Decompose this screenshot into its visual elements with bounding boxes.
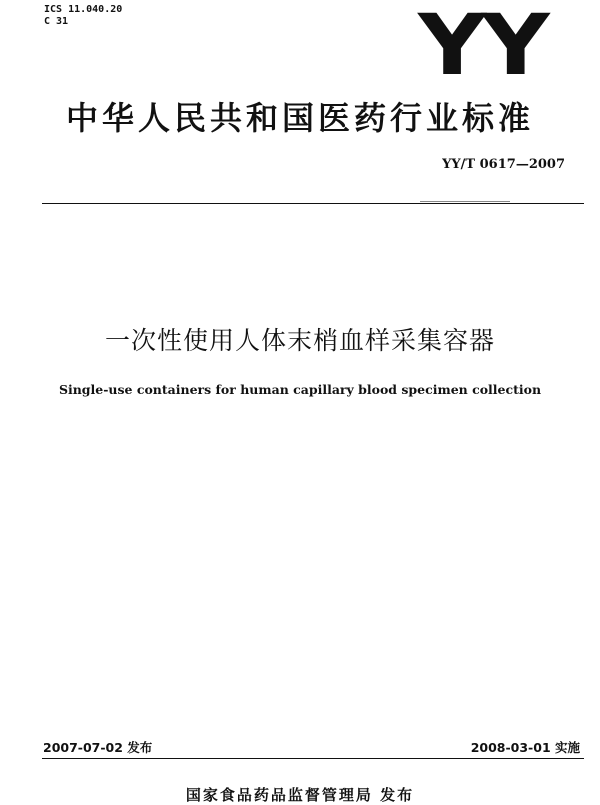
footer-divider: [42, 758, 584, 759]
standard-number: YY/T 0617—2007: [442, 157, 565, 172]
header-divider-accent: [420, 201, 510, 202]
document-title-chinese: 一次性使用人体末梢血样采集容器: [104, 326, 495, 355]
category-code: C 31: [44, 16, 69, 27]
standard-mark: YY: [418, 0, 546, 94]
document-title-english: Single-use containers for human capillary blood specimen collection: [58, 382, 542, 397]
organization-title: 中华人民共和国医药行业标准: [65, 99, 534, 137]
ics-code: ICS 11.040.20: [44, 4, 123, 15]
publish-date: 2007-07-02 发布: [43, 740, 153, 755]
implement-date: 2008-03-01 实施: [470, 740, 580, 755]
header-divider: [42, 203, 584, 204]
issuer: 国家食品药品监督管理局 发布: [185, 786, 415, 804]
